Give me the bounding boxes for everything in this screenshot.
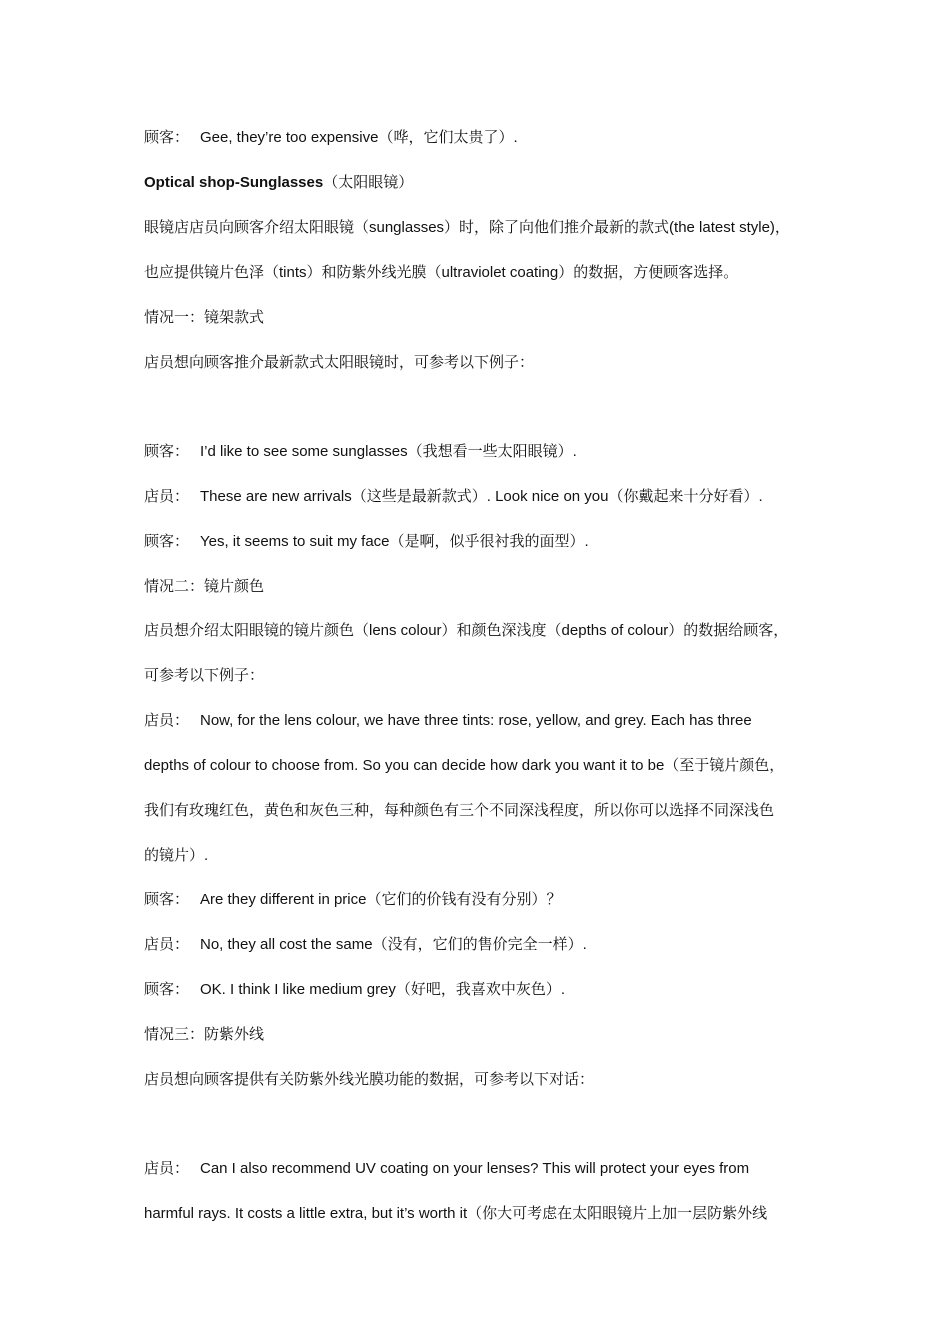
- dialogue-text: These are new arrivals（这些是最新款式）. Look nice on you（你戴起来十分好看）.: [200, 488, 763, 505]
- paragraph-line: 也应提供镜片色泽（tints）和防紫外线光膜（ultraviolet coating）的数据，方便顾客选择。: [144, 264, 739, 281]
- paragraph-line: 可参考以下例子：: [144, 667, 265, 684]
- dialogue-line: [144, 711, 814, 731]
- dialogue-text: No, they all cost the same（没有，它们的售价完全一样）.: [200, 936, 587, 953]
- paragraph-line: 店员想介绍太阳眼镜的镜片颜色（lens colour）和颜色深浅度（depths of colour）的数据给顾客，: [144, 622, 789, 639]
- section-title: Optical shop-Sunglasses: [144, 174, 324, 191]
- paragraph-line: 眼镜店店员向顾客介绍太阳眼镜（sunglasses）时，除了向他们推介最新的款式(the latest style)，: [144, 219, 790, 236]
- dialogue-line: [144, 442, 814, 462]
- dialogue-line: [144, 935, 814, 955]
- speaker-label: 顾客：: [144, 443, 190, 460]
- speaker-label: 店员：: [144, 488, 190, 505]
- dialogue-line: [144, 128, 814, 148]
- dialogue-text: Can I also recommend UV coating on your lenses? This will protect your eyes from: [200, 1160, 750, 1177]
- speaker-label: 店员：: [144, 936, 190, 953]
- dialogue-line: [144, 532, 814, 552]
- dialogue-continuation: 的镜片）.: [144, 847, 209, 864]
- subsection-heading: 情况二：镜片颜色: [144, 578, 265, 595]
- dialogue-continuation: 我们有玫瑰红色，黄色和灰色三种，每种颜色有三个不同深浅程度，所以你可以选择不同深浅色: [144, 802, 775, 819]
- subsection-heading: 情况一：镜架款式: [144, 309, 265, 326]
- dialogue-text: Now, for the lens colour, we have three tints: rose, yellow, and grey. Each has three: [200, 712, 752, 729]
- paragraph-line: 店员想向顾客提供有关防紫外线光膜功能的数据，可参考以下对话：: [144, 1071, 595, 1088]
- dialogue-text: I’d like to see some sunglasses（我想看一些太阳眼镜）.: [200, 443, 577, 460]
- dialogue-line: [144, 890, 814, 910]
- speaker-label: 顾客：: [144, 981, 190, 998]
- speaker-label: 店员：: [144, 712, 190, 729]
- speaker-label: 顾客：: [144, 891, 190, 908]
- dialogue-text: Yes, it seems to suit my face（是啊，似乎很衬我的面型）.: [200, 533, 589, 550]
- dialogue-text: Are they different in price（它们的价钱有没有分别）？: [200, 891, 562, 908]
- dialogue-line: [144, 1159, 814, 1179]
- subsection-heading: 情况三：防紫外线: [144, 1026, 265, 1043]
- dialogue-continuation: depths of colour to choose from. So you can decide how dark you want it to be（至于镜片颜色，: [144, 757, 785, 774]
- dialogue-line: [144, 980, 814, 1000]
- dialogue-text: Gee, they’re too expensive（哗，它们太贵了）.: [200, 129, 518, 146]
- section-title-note: （太阳眼镜）: [323, 174, 414, 191]
- speaker-label: 店员：: [144, 1160, 190, 1177]
- speaker-label: 顾客：: [144, 533, 190, 550]
- dialogue-line: [144, 487, 814, 507]
- speaker-label: 顾客：: [144, 129, 190, 146]
- dialogue-continuation: harmful rays. It costs a little extra, but it’s worth it（你大可考虑在太阳眼镜片上加一层防紫外线: [144, 1205, 768, 1222]
- section-heading: [144, 173, 814, 193]
- paragraph-line: 店员想向顾客推介最新款式太阳眼镜时，可参考以下例子：: [144, 354, 535, 371]
- dialogue-text: OK. I think I like medium grey（好吧，我喜欢中灰色）.: [200, 981, 566, 998]
